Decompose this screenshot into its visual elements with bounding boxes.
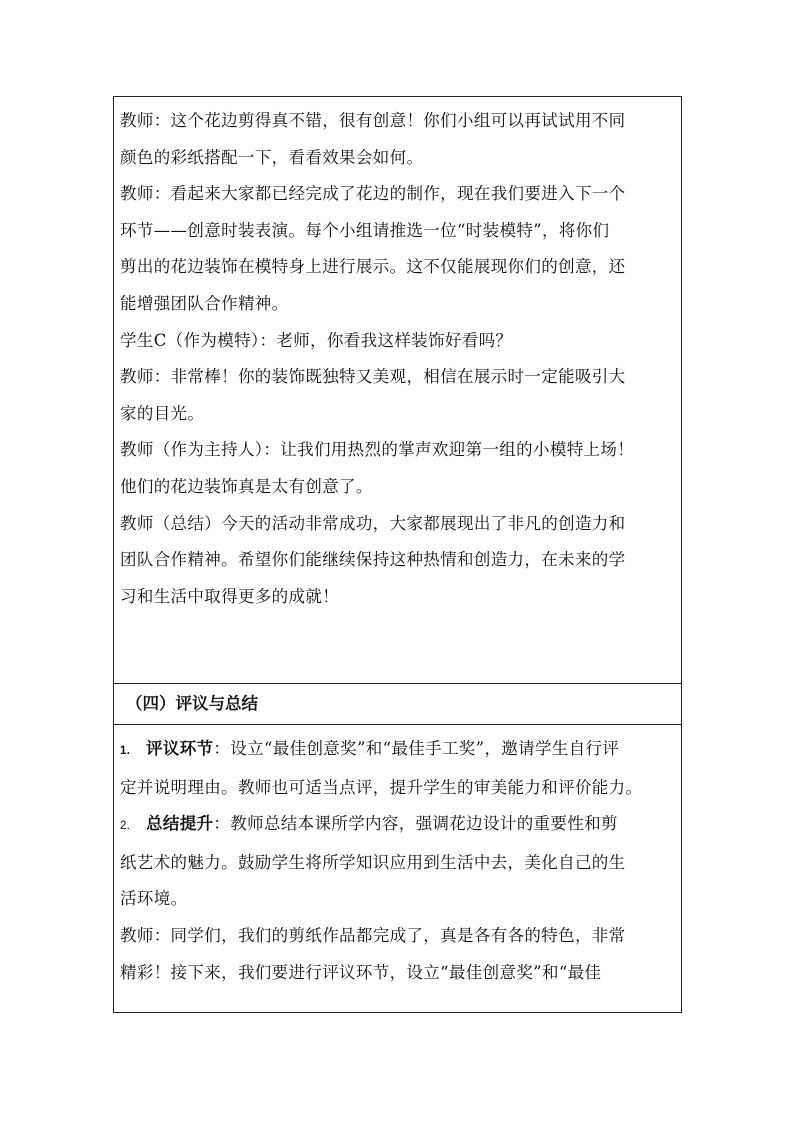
dialogue-line: 环节——创意时装表演。每个小组请推选一位“时装模特”，将你们 (120, 220, 610, 240)
closing-line: 精彩！接下来，我们要进行评议环节，设立“最佳创意奖”和“最佳 (120, 962, 602, 982)
dialogue-line: 他们的花边装饰真是太有创意了。 (120, 476, 373, 496)
list-item-1-cont: 定并说明理由。教师也可适当点评，提升学生的审美能力和评价能力。 (120, 777, 643, 797)
list-item-title: 评议环节 (146, 739, 214, 758)
dialogue-line: 能增强团队合作精神。 (120, 293, 289, 313)
closing-line: 教师：同学们，我们的剪纸作品都完成了，真是各有各的特色，非常 (120, 925, 626, 945)
section-heading: （四）评议与总结 (126, 694, 258, 713)
dialogue-line: 教师：非常棒！你的装饰既独特又美观，相信在展示时一定能吸引大 (120, 367, 626, 387)
list-item-1 (120, 731, 673, 770)
list-item-text: ：设立“最佳创意奖”和“最佳手工奖”，邀请学生自行评 (213, 739, 620, 758)
dialogue-line: 教师（总结）今天的活动非常成功，大家都展现出了非凡的创造力和 (120, 513, 626, 533)
list-number: 2. (120, 820, 131, 833)
dialogue-line: 教师：看起来大家都已经完成了花边的制作，现在我们要进入下一个 (120, 184, 626, 204)
section-heading-cell (114, 683, 681, 724)
dialogue-line: 团队合作精神。希望你们能继续保持这种热情和创造力，在未来的学 (120, 550, 626, 570)
dialogue-line: 剪出的花边装饰在模特身上进行展示。这不仅能展现你们的创意，还 (120, 257, 626, 277)
dialogue-cell (114, 97, 681, 683)
dialogue-line: 学生C（作为模特）：老师，你看我这样装饰好看吗？ (120, 330, 513, 350)
dialogue-line: 教师：这个花边剪得真不错，很有创意！你们小组可以再试试用不同 (120, 111, 626, 130)
list-item-2-cont: 纸艺术的魅力。鼓励学生将所学知识应用到生活中去，美化自己的生 (120, 852, 626, 872)
lesson-table (113, 96, 682, 1013)
dialogue-line: 家的目光。 (120, 403, 205, 423)
summary-cell (114, 724, 681, 1012)
list-item-2-cont: 活环境。 (120, 889, 188, 909)
list-item-text: ：教师总结本课所学内容，强调花边设计的重要性和剪 (213, 814, 618, 834)
dialogue-line: 习和生活中取得更多的成就！ (120, 586, 340, 606)
dialogue-line: 教师（作为主持人）：让我们用热烈的掌声欢迎第一组的小模特上场！ (120, 440, 635, 460)
list-number: 1. (120, 745, 131, 757)
list-item-title: 总结提升 (146, 814, 214, 834)
list-item-2 (120, 806, 673, 845)
dialogue-line: 颜色的彩纸搭配一下，看看效果会如何。 (120, 147, 424, 167)
